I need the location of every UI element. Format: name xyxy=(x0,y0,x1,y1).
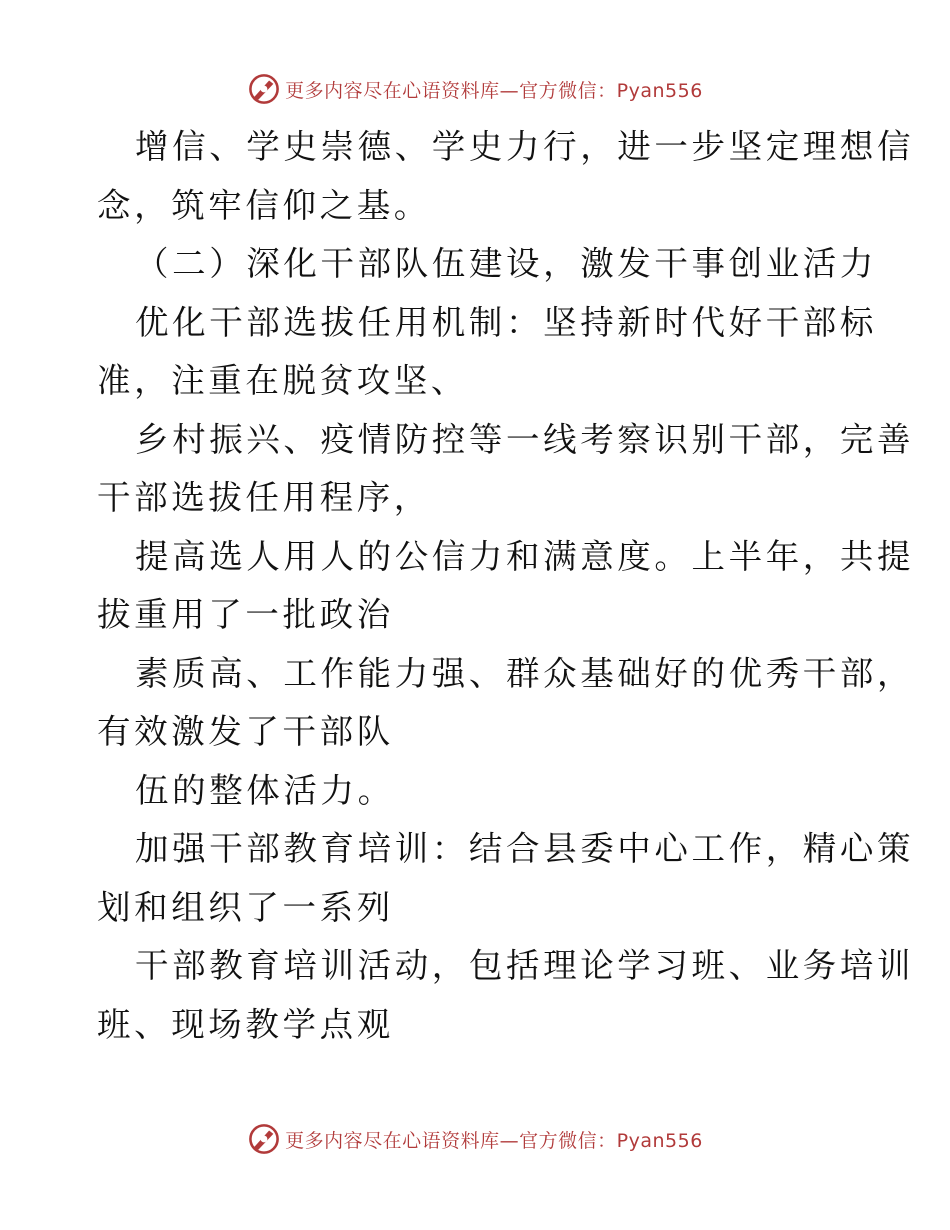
pen-logo-icon xyxy=(247,72,281,106)
text-line: 划和组织了一系列 xyxy=(97,887,394,927)
text-line: 拔重用了一批政治 xyxy=(97,595,394,634)
footer-watermark xyxy=(0,1122,950,1156)
text-line: 素质高、工作能力强、群众基础好的优秀干部， xyxy=(135,653,915,693)
section-heading: （二）深化干部队伍建设，激发干事创业活力 xyxy=(135,244,877,283)
text-line: 优化干部选拔任用机制：坚持新时代好干部标 xyxy=(135,302,877,342)
text-line: 班、现场教学点观 xyxy=(97,1004,394,1044)
watermark-text: 更多内容尽在心语资料库—官方微信：Pyan556 xyxy=(285,1129,703,1152)
text-line: 乡村振兴、疫情防控等一线考察识别干部，完善 xyxy=(135,419,915,459)
document-body xyxy=(97,118,915,1054)
header-watermark xyxy=(0,72,950,106)
text-line: 准，注重在脱贫攻坚、 xyxy=(97,361,468,400)
text-line: 干部教育培训活动，包括理论学习班、业务培训 xyxy=(135,946,915,985)
text-line: 加强干部教育培训：结合县委中心工作，精心策 xyxy=(135,829,915,868)
text-line: 干部选拔任用程序， xyxy=(97,478,431,517)
text-line: 伍的整体活力。 xyxy=(135,770,395,810)
text-line: 提高选人用人的公信力和满意度。上半年，共提 xyxy=(135,536,915,576)
pen-logo-icon xyxy=(247,1122,281,1156)
text-line: 有效激发了干部队 xyxy=(97,712,394,751)
text-line: 念，筑牢信仰之基。 xyxy=(97,185,431,225)
text-line: 增信、学史崇德、学史力行，进一步坚定理想信 xyxy=(135,127,915,166)
watermark-text: 更多内容尽在心语资料库—官方微信：Pyan556 xyxy=(285,79,703,102)
